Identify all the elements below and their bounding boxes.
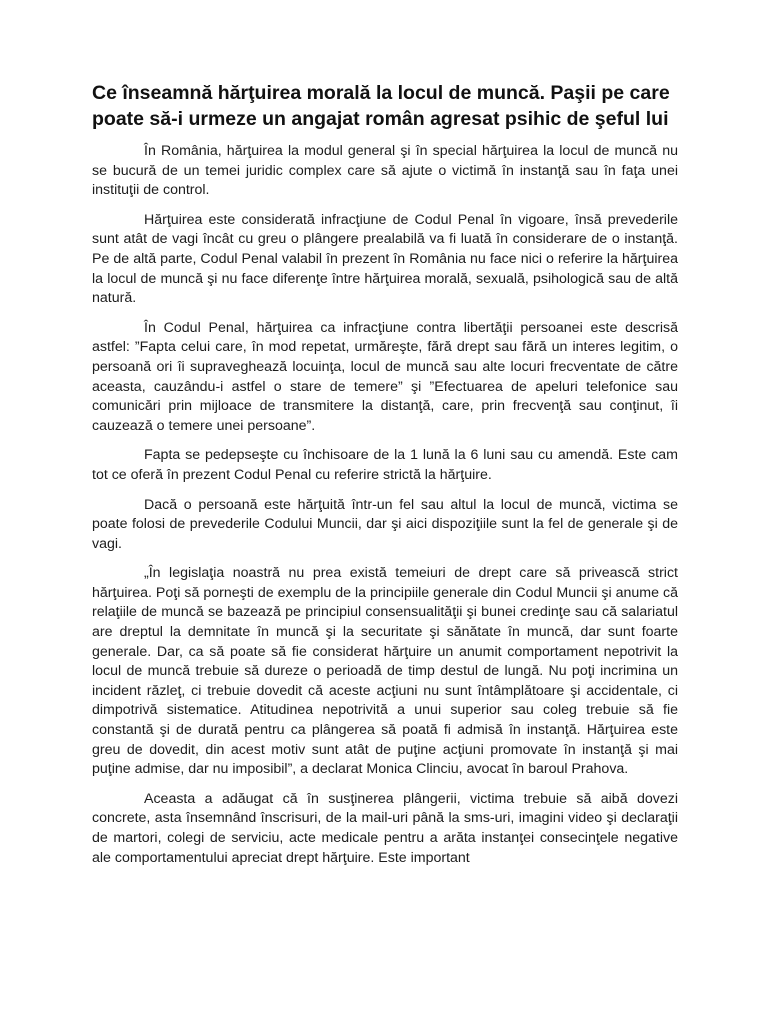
paragraph-5: Dacă o persoană este hărţuită într-un fel sau altul la locul de muncă, victima se poate folosi de prevederile Codului Muncii, dar şi aici dispoziţiile sunt la fel de generale şi de vagi. <box>92 496 678 552</box>
paragraph-7: Aceasta a adăugat că în susţinerea plângerii, victima trebuie să aibă dovezi concrete, asta însemnând înscrisuri, de la mail-uri până la sms-uri, imagini video şi declaraţii de martori, colegi de serviciu, acte medicale pentru a arăta instanţei consecinţele negative ale comportamentului apreciat drept hărţuire. Este important <box>92 790 678 866</box>
document-page <box>92 80 678 878</box>
paragraph-3: În Codul Penal, hărţuirea ca infracţiune contra libertăţii persoanei este descrisă astfel: ”Fapta celui care, în mod repetat, urmăreşte, fără drept sau fără un interes legitim, o persoană ori îi supraveghează locuinţa, locul de muncă sau alte locuri frecventate de către aceasta, cauzându-i astfel o stare de temere” şi ”Efectuarea de apeluri telefonice sau comunicări prin mijloace de transmitere la distanţă, care, prin frecvenţă sau conţinut, îi cauzează o temere unei persoane”. <box>92 319 678 434</box>
article-title: Ce înseamnă hărţuirea morală la locul de muncă. Paşii pe care poate să-i urmeze un angajat român agresat psihic de şeful lui <box>92 82 670 130</box>
paragraph-4: Fapta se pedepseşte cu închisoare de la 1 lună la 6 luni sau cu amendă. Este cam tot ce oferă în prezent Codul Penal cu referire strictă la hărţuire. <box>92 447 678 483</box>
paragraph-2: Hărţuirea este considerată infracţiune de Codul Penal în vigoare, însă prevederile sunt atât de vagi încât cu greu o plângere prealabilă va fi luată în considerare de o instanţă. Pe de altă parte, Codul Penal valabil în prezent în România nu face nici o referire la hărţuirea la locul de muncă şi nu face diferenţe între hărţuirea morală, sexuală, psihologică sau de altă natură. <box>92 211 678 307</box>
paragraph-6: „În legislaţia noastră nu prea există temeiuri de drept care să privească strict hărţuirea. Poţi să porneşti de exemplu de la principiile generale din Codul Muncii şi anume că relaţiile de muncă se bazează pe principiul consensualităţii şi bunei credinţe sau că salariatul are dreptul la demnitate în muncă şi la securitate şi sănătate în muncă, dar sunt foarte generale. Dar, ca să poate să fie considerat hărţuire un anumit comportament nepotrivit la locul de muncă trebuie să dureze o perioadă de timp destul de lungă. Nu poţi incrimina un incident răzleţ, ci trebuie dovedit că aceste acţiuni nu sunt întâmplătoare şi accidentale, ci dimpotrivă sistematice. Atitudinea nepotrivită a unui superior sau coleg trebuie să fie constantă şi de durată pentru ca plângerea să poată fi admisă în instanţă. Hărţuirea este greu de dovedit, din acest motiv sunt atât de puţine acţiuni promovate în instanţă şi mai puţine admise, dar nu imposibil”, a declarat Monica Clinciu, avocat în baroul Prahova. <box>92 565 678 778</box>
paragraph-1: În România, hărţuirea la modul general şi în special hărţuirea la locul de muncă nu se bucură de un temei juridic complex care să ajute o victimă în instanţă sau în faţa unei instituţii de control. <box>92 143 678 199</box>
